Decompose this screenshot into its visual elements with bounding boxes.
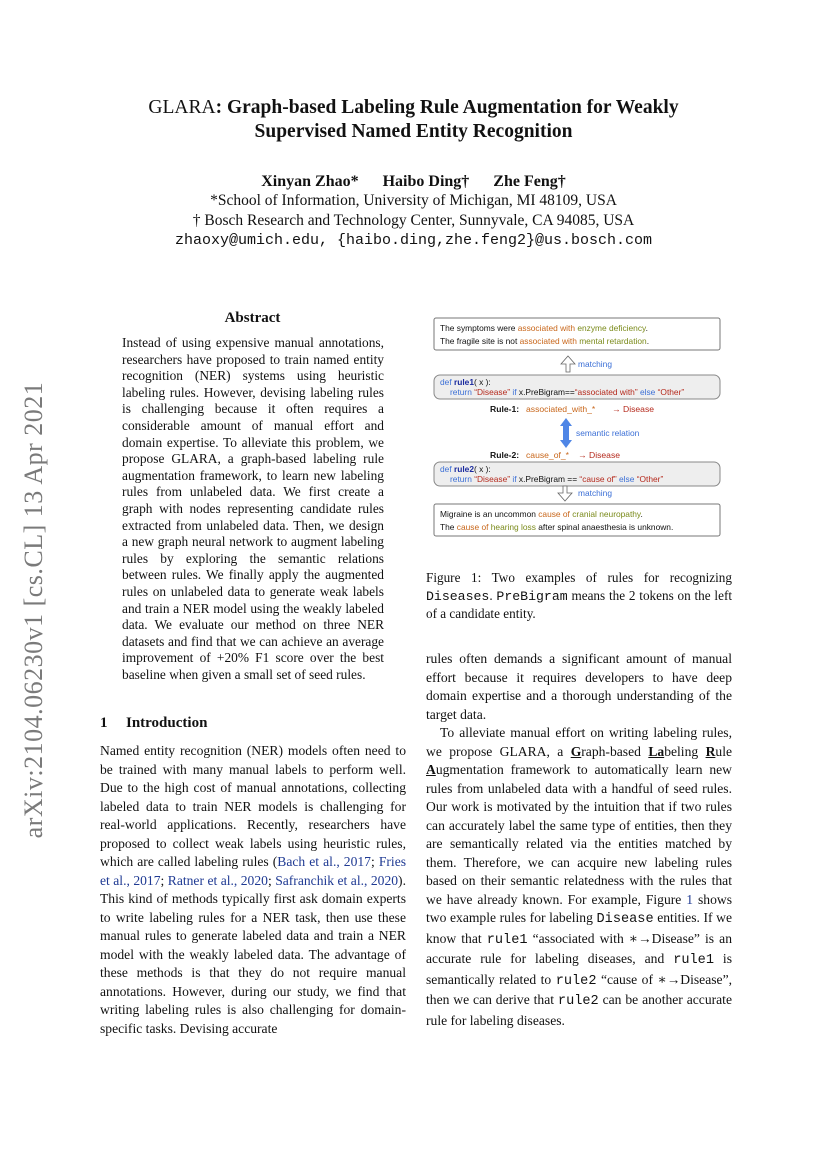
title-name: GLARA — [148, 97, 216, 118]
abstract-text: Instead of using expensive manual annotations, researchers have proposed to train named entity recognition (NER) systems using heuristic labeling rules. However, devising labeling rules is challenging because it often requires a considerable amount of manual effort and domain expertise. To alleviate this problem, we propose GLARA, a graph-based labeling rule augmentation framework, to learn new labeling rules from unlabeled data. We first create a graph with nodes representing candidate rules extracted from unlabeled data. Then, we design a new graph neural network to augment labeling rules by exploring the semantic relations between rules. We finally apply the augmented rules on unlabeled data to generate weak labels and train a NER model using the weakly labeled data. We evaluate our method on three NER datasets and find that we can achieve an average improvement of +20% F1 score over the best baseline when given a small set of seed rules. — [122, 335, 384, 682]
text: Named entity recognition (NER) models often need to be trained with many manual labels to perform well. Due to the high cost of manual annotations, collecting labeled data to train NER models is challenging for real-world applications. Recently, researchers have proposed to collect weak labels using heuristic rules, which are called labeling rules ( — [100, 743, 406, 869]
code-line: def rule2( x ): — [440, 464, 491, 474]
paragraph: rules often demands a significant amount of manual effort because it requires developers to have deep domain expertise and a thorough understanding of the target data. — [426, 651, 732, 722]
intro-paragraph: Named entity recognition (NER) models often need to be trained with many manual labels to perform well. Due to the high cost of manual annotations, collecting labeled data to train NER models is challenging for real-world applications. Recently, researchers have proposed to collect weak labels using heuristic rules, which are called labeling rules (Bach et al., 2017; Fries et al., 2017; Ratner et al., 2020; Safranchik et al., 2020). This kind of methods typically first ask domain experts to write labeling rules for a NER task, then use these manual rules to generate labeled data and train a NER model with the weakly labeled data. The advantage of these methods is that they do not require manual annotations. However, during our study, we find that writing labeling rules is also challenging for domain-specific tasks. Devising accurate — [100, 743, 407, 1036]
example-sentence: Migraine is an uncommon cause of cranial neuropathy. — [440, 509, 643, 519]
author: Xinyan Zhao* — [261, 173, 359, 190]
text: shows two example rules for labeling — [426, 891, 733, 925]
title-line2: Supervised Named Entity Recognition — [254, 121, 573, 142]
semantic-relation-label: semantic relation — [576, 428, 640, 438]
code: Diseases — [426, 588, 490, 604]
rule2-target: → Disease — [578, 450, 621, 460]
text: . — [489, 587, 497, 603]
text: To alleviate manual effort on writing labeling rules, we propose GLARA, a — [426, 725, 732, 759]
matching-label: matching — [578, 488, 612, 498]
title-line1: : Graph-based Labeling Rule Augmentation for Weakly — [215, 97, 679, 118]
abstract-heading: Abstract — [224, 310, 281, 326]
arrow-up-icon — [561, 356, 575, 372]
arxiv-identifier: arXiv:2104.06230v1 [cs.CL] 13 Apr 2021 — [19, 381, 48, 839]
figure-1 — [426, 310, 732, 542]
code-line: return “Disease” if x.PreBigram==“associated with” else “Other” — [450, 387, 685, 397]
rule1-target: → Disease — [612, 404, 655, 414]
code-line: return “Disease” if x.PreBigram == “cause of” else “Other” — [450, 474, 664, 484]
text: Two examples of rules for recognizing — [481, 570, 732, 585]
acronym-letter: G — [570, 743, 582, 759]
rule1-pattern: associated_with_* — [526, 404, 596, 414]
text: means the 2 tokens on the left of a candidate entity. — [426, 587, 732, 621]
rule2-pattern: cause_of_* — [526, 450, 570, 460]
bidirectional-arrow-icon — [560, 418, 572, 448]
citation-link[interactable]: Ratner et al., 2020 — [167, 872, 268, 888]
text: ugmentation framework to automatically learn new rules from unlabeled data with a handful of seed rules. Our work is motivated by the intuition that if two rules can accurately label the same type of entities, then they are semantically related via the entities matched by them. Therefore, we can acquire new labeling rules based on their semantic relatedness with the rules that we have already known. For example, Figure — [426, 762, 732, 907]
code: PreBigram — [496, 588, 568, 604]
example-sentence: The cause of hearing loss after spinal anaesthesia is unknown. — [440, 522, 674, 532]
text: “cause of ∗→Disease”, then we can derive that — [426, 971, 732, 1007]
text: beling — [664, 743, 706, 759]
author: Haibo Ding† — [382, 173, 470, 190]
section-heading — [100, 715, 207, 732]
text: raph-based — [581, 743, 649, 759]
section-number: 1 — [100, 715, 108, 731]
text: is semantically related to — [426, 951, 732, 987]
affiliation: *School of Information, University of Michigan, MI 48109, USA — [210, 192, 617, 209]
arrow-down-icon — [558, 486, 572, 501]
text: ). This kind of methods typically first ask domain experts to write labeling rules for a NER task, then use these manual rules to generate labeled data and train a NER model with the weakly labeled data. The advantage of these methods is that they do not require manual annotations. However, during our study, we find that writing labeling rules is also challenging for domain-specific tasks. Devising accurate — [100, 872, 406, 1036]
arxiv-sidebar — [12, 370, 56, 850]
code: rule1 — [486, 932, 528, 948]
author-emails: zhaoxy@umich.edu, {haibo.ding,zhe.feng2}@us.bosch.com — [174, 232, 653, 249]
code: rule2 — [557, 994, 599, 1009]
rule2-label: Rule-2: — [490, 450, 520, 460]
citation-link[interactable]: Fries et al., 2017 — [100, 854, 407, 888]
figure-caption — [426, 569, 732, 623]
citation-link[interactable]: Safranchik et al., 2020 — [275, 872, 399, 888]
acronym-letter: R — [705, 743, 716, 759]
text: entities. If we know that — [426, 910, 732, 946]
code: Disease — [596, 912, 654, 927]
author-list — [60, 173, 767, 191]
paper-title — [60, 96, 767, 144]
author: Zhe Feng† — [493, 173, 566, 190]
code: rule2 — [555, 973, 597, 989]
example-sentence: The symptoms were associated with enzyme deficiency. — [440, 323, 648, 333]
text: “associated with ∗→Disease” is an accurate rule for labeling diseases, and — [426, 930, 732, 966]
section-title: Introduction — [126, 715, 208, 731]
text: ule — [715, 743, 732, 759]
example-sentence: The fragile site is not associated with mental retardation. — [440, 336, 650, 346]
citation-link[interactable]: Bach et al., 2017 — [277, 854, 371, 869]
acronym-letter: A — [426, 762, 436, 777]
text: can be another accurate rule for labeling diseases. — [426, 992, 732, 1028]
code: rule1 — [673, 953, 714, 968]
rule1-label: Rule-1: — [490, 404, 520, 414]
figure-ref-link[interactable]: 1 — [686, 891, 694, 907]
affiliation: † Bosch Research and Technology Center, Sunnyvale, CA 94085, USA — [192, 212, 635, 229]
code-line: def rule1( x ): — [440, 377, 491, 387]
intro-column-2 — [426, 650, 732, 1030]
paragraph — [426, 724, 732, 1030]
acronym-letter: La — [648, 743, 665, 759]
caption-label: Figure 1: — [426, 570, 482, 585]
matching-label: matching — [578, 359, 612, 369]
